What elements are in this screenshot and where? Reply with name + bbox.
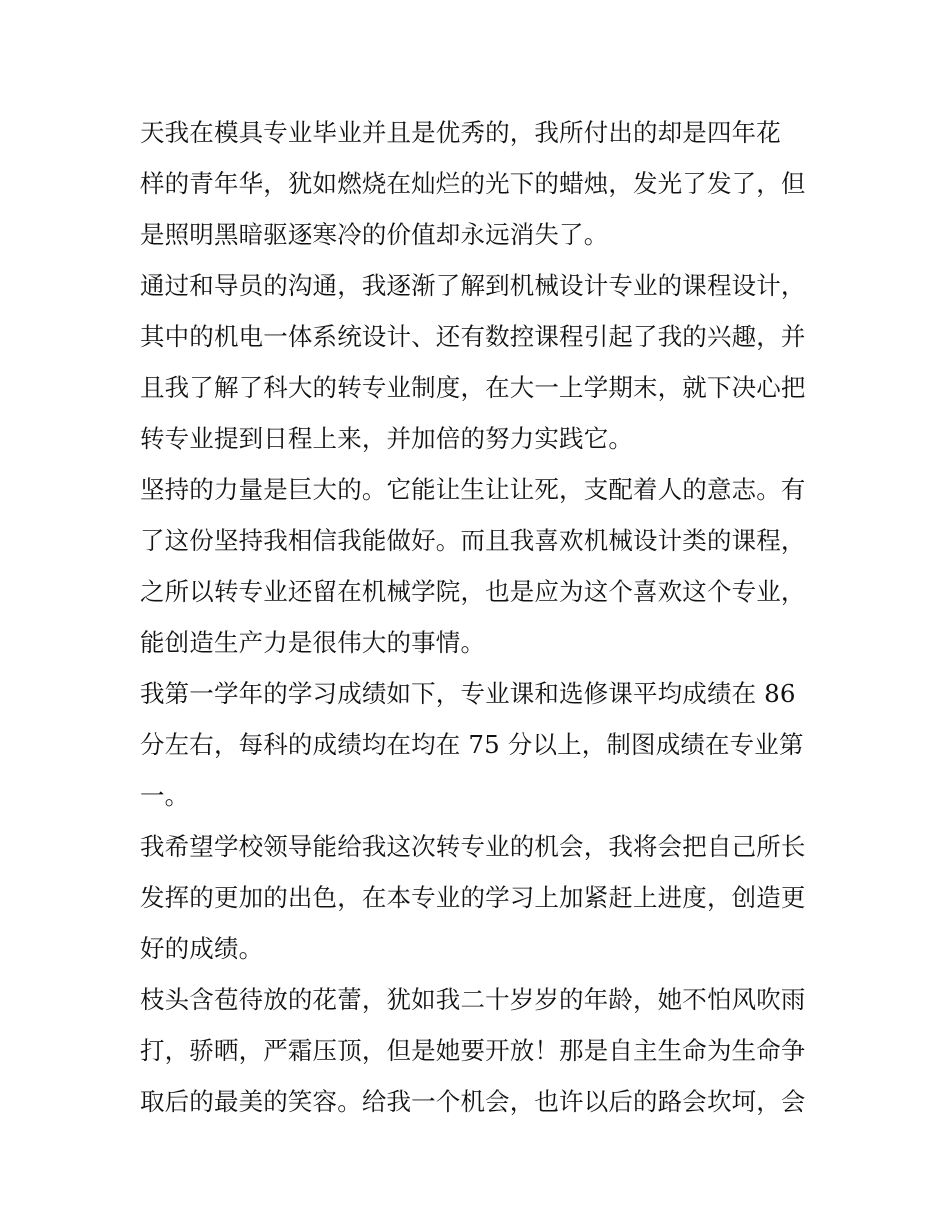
text-line-11: 能创造生产力是很伟大的事情。 — [140, 628, 486, 657]
text-line-17: 好的成绩。 — [140, 934, 264, 963]
text-line-1: 天我在模具专业毕业并且是优秀的，我所付出的却是四年花 — [140, 118, 781, 147]
text-line-6: 且我了解了科大的转专业制度，在大一上学期末，就下决心把 — [140, 373, 806, 402]
document-body — [140, 107, 820, 1127]
text-line-13: 分左右，每科的成绩均在均在 75 分以上，制图成绩在专业第 — [140, 730, 804, 759]
text-line-7: 转专业提到日程上来，并加倍的努力实践它。 — [140, 424, 633, 453]
text-line-4: 通过和导员的沟通，我逐渐了解到机械设计专业的课程设计， — [140, 271, 806, 300]
text-line-3: 是照明黑暗驱逐寒冷的价值却永远消失了。 — [140, 220, 609, 249]
text-line-5: 其中的机电一体系统设计、还有数控课程引起了我的兴趣，并 — [140, 322, 806, 351]
text-line-18: 枝头含苞待放的花蕾，犹如我二十岁岁的年龄，她不怕风吹雨 — [140, 985, 806, 1014]
text-line-12: 我第一学年的学习成绩如下，专业课和选修课平均成绩在 86 — [140, 679, 796, 708]
text-line-15: 我希望学校领导能给我这次转专业的机会，我将会把自己所长 — [140, 832, 806, 861]
text-line-9: 了这份坚持我相信我能做好。而且我喜欢机械设计类的课程， — [140, 526, 806, 555]
text-line-20: 取后的最美的笑容。给我一个机会，也许以后的路会坎坷，会 — [140, 1087, 806, 1116]
text-line-14: 一。 — [140, 781, 190, 810]
text-line-8: 坚持的力量是巨大的。它能让生让让死，支配着人的意志。有 — [140, 475, 806, 504]
text-line-2: 样的青年华，犹如燃烧在灿烂的光下的蜡烛，发光了发了，但 — [140, 169, 806, 198]
text-line-19: 打，骄晒，严霜压顶，但是她要开放！那是自主生命为生命争 — [140, 1036, 806, 1065]
text-line-10: 之所以转专业还留在机械学院，也是应为这个喜欢这个专业， — [140, 577, 806, 606]
text-line-16: 发挥的更加的出色，在本专业的学习上加紧赶上进度，创造更 — [140, 883, 806, 912]
